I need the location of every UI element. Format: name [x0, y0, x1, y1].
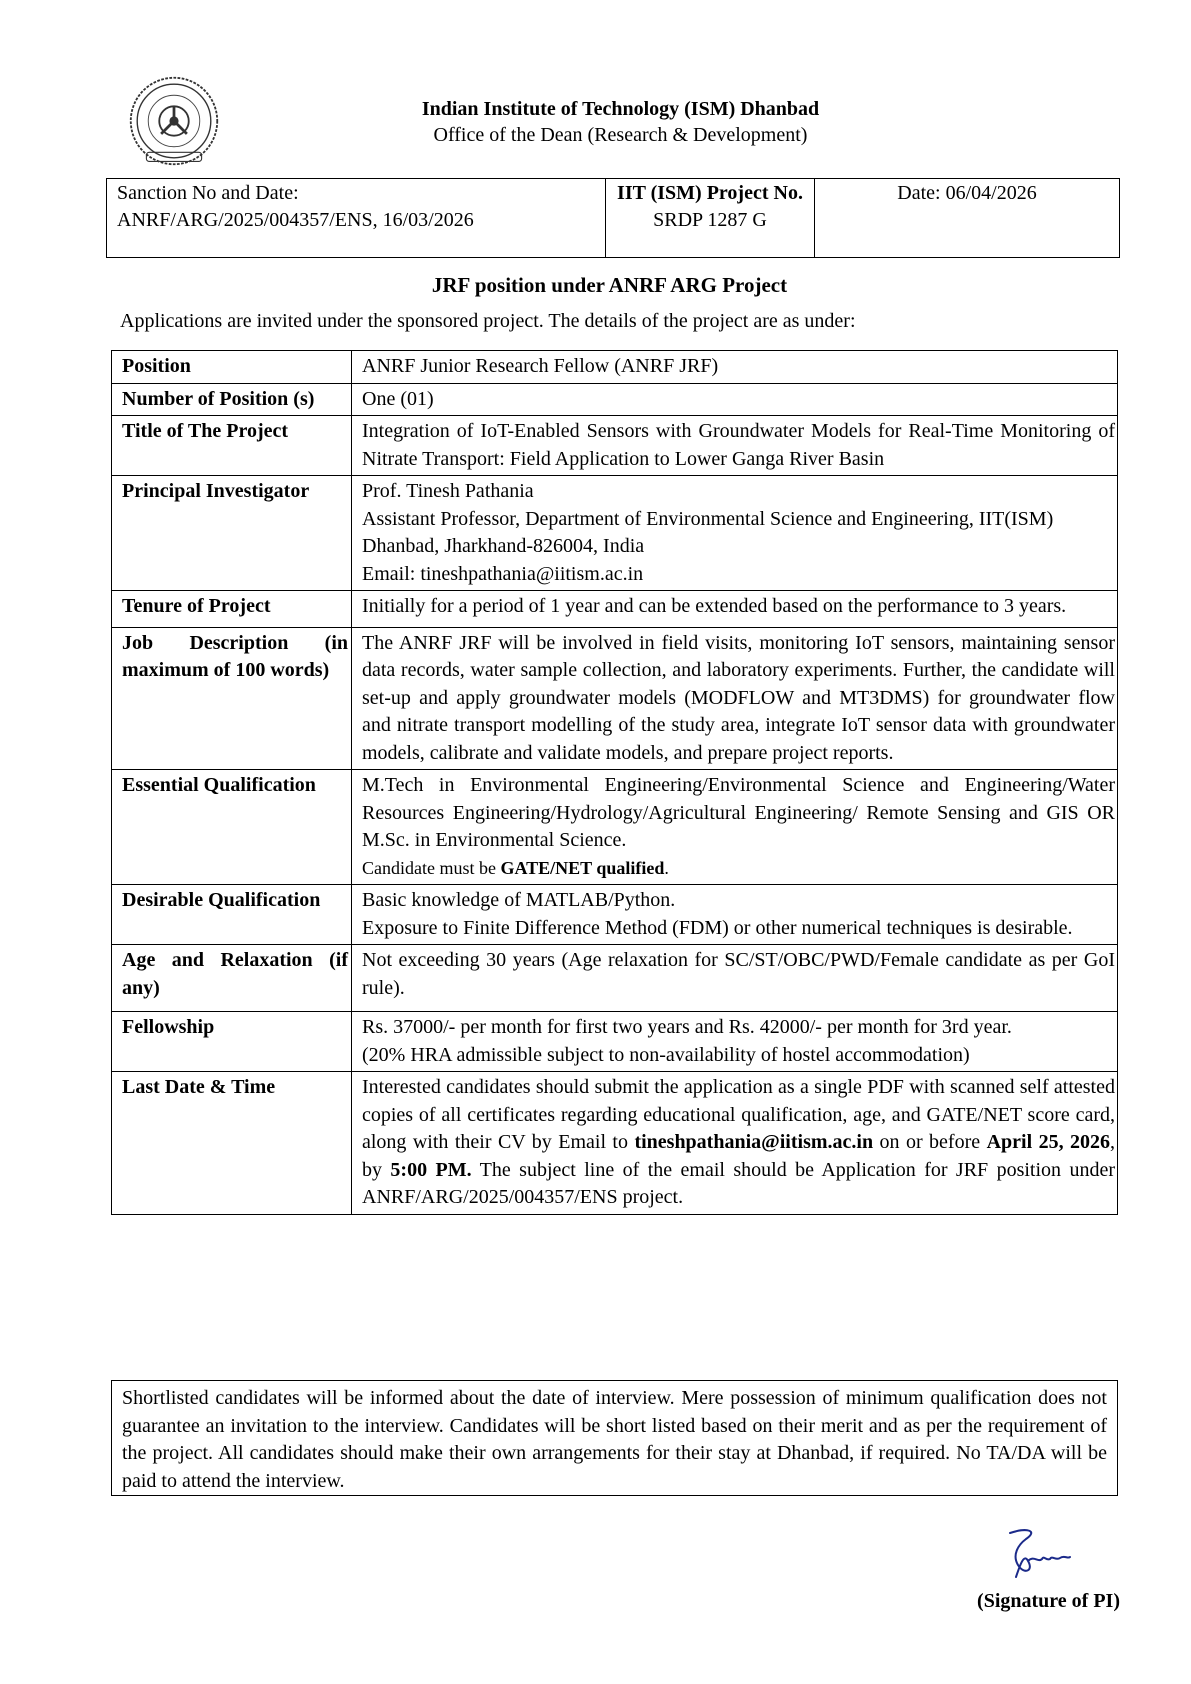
- desirable-line2: Exposure to Finite Difference Method (FDM) or other numerical techniques is desirable.: [362, 916, 1073, 939]
- lastdate-text-3: , by: [362, 1131, 1116, 1181]
- essential-text: M.Tech in Environmental Engineering/Environmental Science and Engineering/Water Resources Engineering/Hydrology/Agricultural Engineering/ Remote Sensing and GIS OR M.Sc. in Environmental Science.: [362, 774, 1115, 851]
- sanction-value: ANRF/ARG/2025/004357/ENS, 16/03/2026: [117, 209, 474, 231]
- table-row: [112, 885, 1118, 945]
- desirable-line1: Basic knowledge of MATLAB/Python.: [362, 889, 676, 911]
- number-label: Number of Position (s): [112, 383, 352, 416]
- notice-date: Date: 06/04/2026: [897, 182, 1037, 204]
- lastdate-value: [352, 1072, 1118, 1215]
- table-row: [112, 591, 1118, 628]
- office-name: Office of the Dean (Research & Development): [433, 124, 808, 146]
- institute-name: Indian Institute of Technology (ISM) Dhanbad: [421, 98, 820, 120]
- table-row: [112, 1012, 1118, 1072]
- deadline-date: April 25, 2026: [986, 1131, 1111, 1153]
- note-prefix: Candidate must be: [362, 857, 501, 878]
- deadline-time: 5:00 PM.: [390, 1158, 472, 1181]
- table-row: [112, 945, 1118, 1012]
- table-row: [112, 627, 1118, 770]
- job-label: Job Description (in maximum of 100 words): [112, 627, 352, 770]
- number-value: One (01): [352, 383, 1118, 416]
- age-label: Age and Relaxation (if any): [112, 945, 352, 1012]
- project-label: IIT (ISM) Project No.: [617, 182, 803, 204]
- lastdate-text-4: The subject line of the email should be Application for JRF position under ANRF/ARG/2025/004357/ENS project.: [362, 1158, 1115, 1208]
- sanction-cell: [107, 179, 606, 258]
- fellowship-value: [352, 1012, 1118, 1072]
- fellowship-line2: (20% HRA admissible subject to non-availability of hostel accommodation): [362, 1043, 970, 1066]
- contact-email: tineshpathania@iitism.ac.in: [634, 1131, 874, 1153]
- fellowship-line1: Rs. 37000/- per month for first two years and Rs. 42000/- per month for 3rd year.: [362, 1016, 1012, 1038]
- title-value: Integration of IoT-Enabled Sensors with Groundwater Models for Real-Time Monitoring of Nitrate Transport: Field Application to Lower Ganga River Basin: [352, 416, 1118, 476]
- details-table: [111, 350, 1118, 1215]
- signature-caption: (Signature of PI): [977, 1590, 1120, 1612]
- notice-title: JRF position under ANRF ARG Project: [431, 273, 788, 297]
- pi-name: Prof. Tinesh Pathania: [362, 480, 534, 502]
- pi-signature: [998, 1525, 1080, 1587]
- desirable-label: Desirable Qualification: [112, 885, 352, 945]
- fellowship-label: Fellowship: [112, 1012, 352, 1072]
- note-bold: GATE/NET qualified: [500, 857, 665, 878]
- essential-label: Essential Qualification: [112, 770, 352, 885]
- sanction-label: Sanction No and Date:: [117, 182, 299, 204]
- desirable-value: [352, 885, 1118, 945]
- letterhead: [0, 96, 1191, 148]
- age-value: Not exceeding 30 years (Age relaxation for SC/ST/OBC/PWD/Female candidate as per GoI rule).: [352, 945, 1118, 1012]
- table-row: [112, 351, 1118, 384]
- date-cell: [815, 179, 1120, 258]
- position-label: Position: [112, 351, 352, 384]
- pi-label: Principal Investigator: [112, 476, 352, 591]
- project-cell: [606, 179, 815, 258]
- pi-value: [352, 476, 1118, 591]
- project-number: SRDP 1287 G: [653, 209, 767, 231]
- intro-text: Applications are invited under the sponsored project. The details of the project are as under:: [120, 310, 856, 332]
- essential-note: [362, 855, 1115, 883]
- table-row: [112, 383, 1118, 416]
- tenure-value: Initially for a period of 1 year and can be extended based on the performance to 3 years.: [352, 591, 1118, 628]
- table-row: [112, 770, 1118, 885]
- job-value: The ANRF JRF will be involved in field visits, monitoring IoT sensors, maintaining sensor data records, water sample collection, and laboratory experiments. Further, the candidate will set-up and apply groundwater models (MODFLOW and MT3DMS) for groundwater flow and nitrate transport modelling of the study area, integrate IoT sensor data with groundwater models, calibrate and validate models, and prepare project reports.: [352, 627, 1118, 770]
- title-label: Title of The Project: [112, 416, 352, 476]
- tenure-label: Tenure of Project: [112, 591, 352, 628]
- table-row: [112, 476, 1118, 591]
- sanction-table: [106, 178, 1120, 258]
- essential-value: [352, 770, 1118, 885]
- lastdate-text-1: Interested candidates should submit the application as a single PDF with scanned self attested copies of all certificates regarding educational qualification, age, and GATE/NET score card, along with their CV by Email to: [362, 1076, 1115, 1153]
- table-row: [112, 1072, 1118, 1215]
- table-row: [112, 416, 1118, 476]
- pi-email: Email: tineshpathania@iitism.ac.in: [362, 562, 644, 585]
- pi-designation: Assistant Professor, Department of Environmental Science and Engineering, IIT(ISM) Dhanbad, Jharkhand-826004, India: [362, 507, 1054, 557]
- position-value: ANRF Junior Research Fellow (ANRF JRF): [352, 351, 1118, 384]
- note-suffix: .: [664, 857, 669, 878]
- lastdate-label: Last Date & Time: [112, 1072, 352, 1215]
- lastdate-text-2: on or before: [873, 1131, 987, 1153]
- footer-note: Shortlisted candidates will be informed about the date of interview. Mere possession of minimum qualification does not guarantee an invitation to the interview. Candidates will be short listed based on their merit and as per the requirement of the project. All candidates should make their own arrangements for their stay at Dhanbad, if required. No TA/DA will be paid to attend the interview.: [111, 1380, 1118, 1496]
